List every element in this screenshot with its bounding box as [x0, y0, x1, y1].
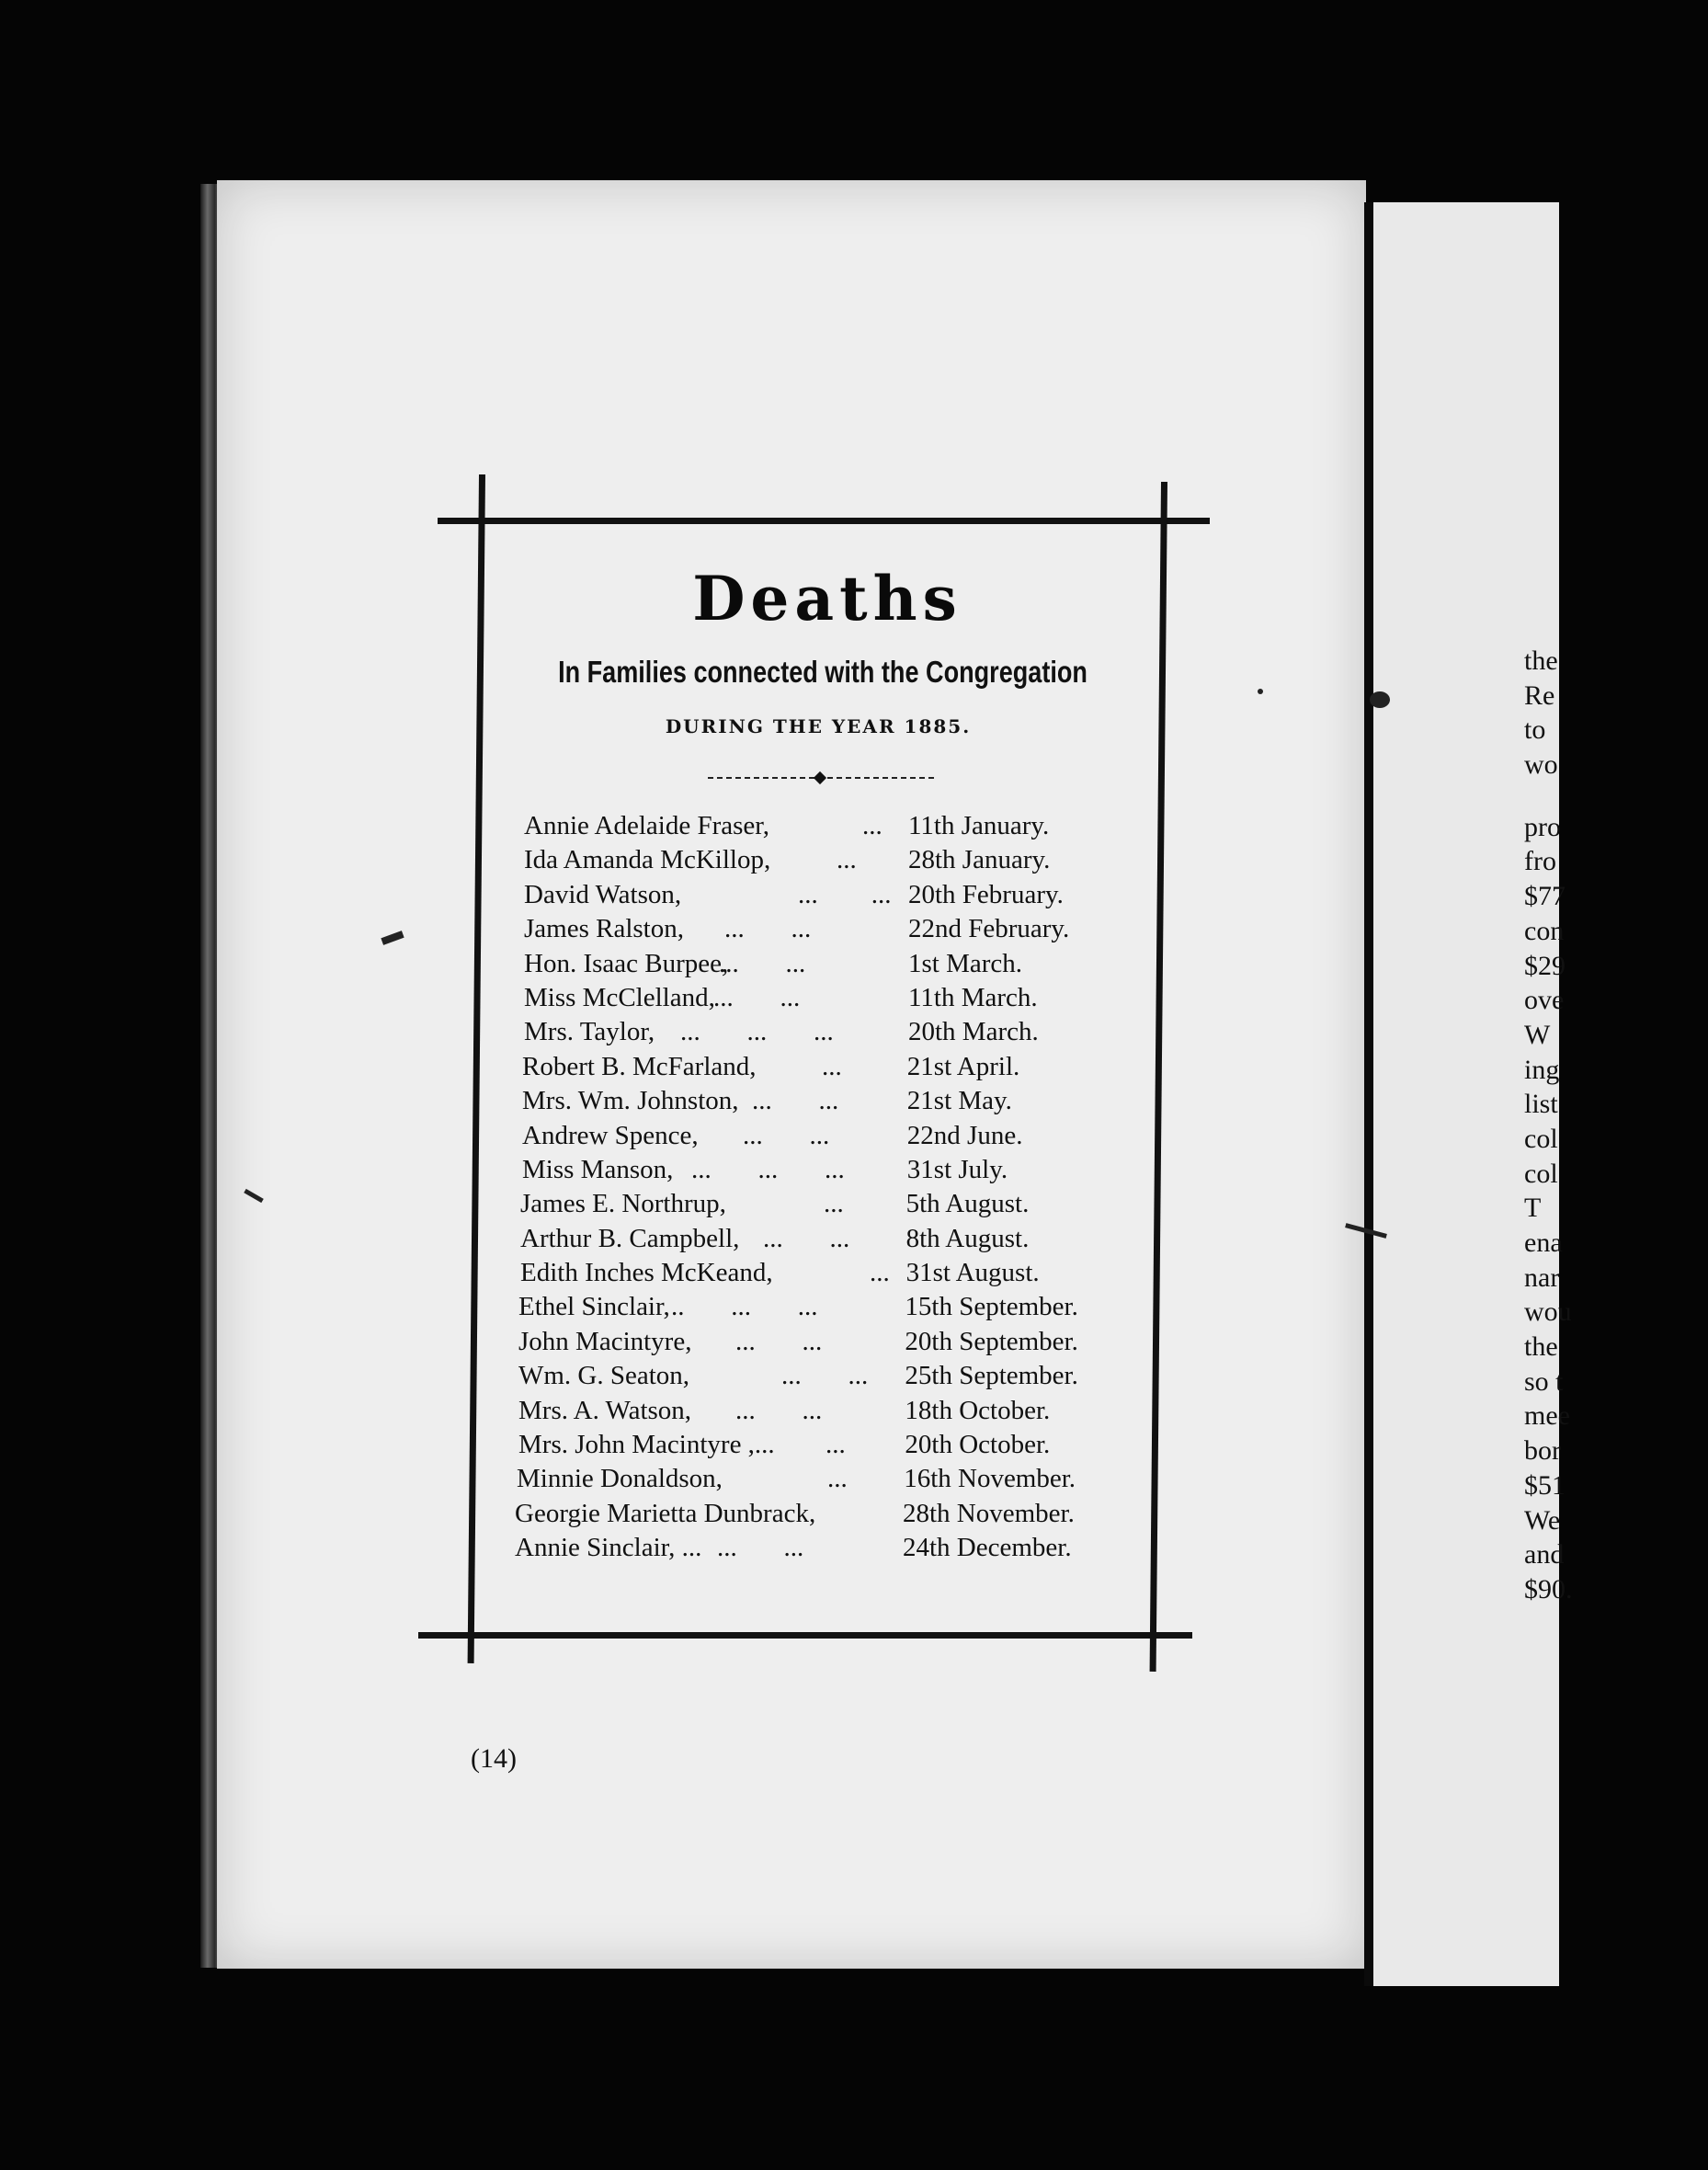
deceased-name: Arthur B. Campbell,	[520, 1223, 740, 1253]
facing-page-fragment: fro	[1524, 846, 1556, 877]
death-entry	[515, 1290, 1122, 1324]
deceased-name: Mrs. John Macintyre ,...	[518, 1430, 775, 1460]
facing-page-fragment: the	[1524, 645, 1558, 676]
death-entry	[515, 1153, 1122, 1187]
death-entry	[515, 809, 1122, 843]
facing-page-fragment: wou	[1524, 1296, 1572, 1328]
deceased-name: Andrew Spence,	[522, 1120, 699, 1150]
death-entry	[515, 1222, 1122, 1256]
death-entry	[515, 1531, 1122, 1565]
dot-leader: ...	[822, 1051, 842, 1081]
death-entry	[515, 1497, 1122, 1531]
year-line: DURING THE YEAR 1885.	[665, 715, 972, 737]
deceased-name: Mrs. A. Watson,	[518, 1395, 692, 1425]
deceased-name: John Macintyre,	[518, 1326, 692, 1356]
death-entry	[515, 981, 1122, 1015]
facing-page-fragment: $29	[1524, 950, 1566, 981]
deceased-name: Mrs. Taylor,	[524, 1017, 655, 1047]
deaths-list	[515, 809, 1122, 1566]
death-date: 22nd June.	[906, 1120, 1023, 1150]
dot-leader: ...	[827, 1464, 848, 1494]
right-page	[1373, 202, 1573, 1986]
deceased-name: Miss McClelland,	[524, 982, 715, 1012]
scan-mark	[1370, 691, 1390, 708]
death-date: 5th August.	[905, 1189, 1030, 1219]
facing-page-fragment: col	[1524, 1158, 1558, 1189]
dot-leader: ... ... ...	[680, 1017, 834, 1047]
death-entry	[515, 1187, 1122, 1221]
divider-ornament	[708, 772, 934, 783]
death-date: 1st March.	[908, 948, 1023, 978]
dot-leader: ... ...	[713, 982, 801, 1012]
death-entry	[515, 947, 1122, 981]
deceased-name: Miss Manson,	[522, 1154, 674, 1184]
deceased-name: Georgie Marietta Dunbrack,	[515, 1498, 816, 1528]
dot-leader: ... ...	[781, 1361, 869, 1391]
page-number: (14)	[471, 1743, 517, 1774]
death-date: 21st April.	[906, 1051, 1020, 1081]
facing-page-fragment: col	[1524, 1123, 1558, 1154]
death-entry	[515, 1119, 1122, 1153]
facing-page-fragment: $51	[1524, 1469, 1566, 1501]
death-date: 20th March.	[908, 1017, 1039, 1047]
book-gutter	[1364, 202, 1373, 1986]
facing-page-fragment: nar	[1524, 1262, 1560, 1293]
facing-page-fragment: mee	[1524, 1400, 1570, 1432]
death-date: 8th August.	[905, 1223, 1030, 1253]
dot-leader: ... ...	[717, 1533, 804, 1563]
dot-leader: ... ...	[752, 1086, 839, 1116]
death-entry	[515, 1394, 1122, 1428]
death-date: 31st August.	[905, 1258, 1040, 1288]
facing-page-fragment: ena	[1524, 1228, 1563, 1258]
facing-page-fragment: T	[1524, 1193, 1542, 1224]
deceased-name: Annie Adelaide Fraser,	[524, 811, 770, 840]
death-entry	[515, 1050, 1122, 1084]
dot-leader: ...	[870, 1258, 890, 1288]
deceased-name: Minnie Donaldson,	[517, 1464, 723, 1494]
deceased-name: Annie Sinclair, ...	[515, 1533, 702, 1563]
facing-page-fragment: pro	[1524, 811, 1561, 842]
dot-leader: ... ...	[719, 948, 806, 978]
death-date: 20th October.	[905, 1430, 1051, 1460]
death-entry	[515, 1428, 1122, 1462]
page-title: Deaths	[692, 563, 962, 634]
page-subtitle: In Families connected with the Congregation	[558, 655, 1087, 689]
deceased-name: David Watson,	[524, 879, 682, 909]
deceased-name: James E. Northrup,	[520, 1189, 726, 1219]
dot-leader: ...	[862, 811, 882, 840]
facing-page-fragment: list	[1524, 1089, 1558, 1120]
death-date: 11th January.	[908, 811, 1050, 840]
dot-leader: .. ... ...	[671, 1292, 818, 1322]
facing-page-fragment: ing	[1524, 1054, 1560, 1085]
deceased-name: Ethel Sinclair,	[518, 1292, 670, 1322]
dot-leader: ... ...	[743, 1120, 830, 1150]
death-date: 28th January.	[908, 845, 1051, 875]
death-date: 15th September.	[905, 1292, 1078, 1322]
dot-leader: ... ... ...	[691, 1154, 845, 1184]
dot-leader: ...	[837, 845, 857, 875]
deceased-name: Mrs. Wm. Johnston,	[522, 1086, 739, 1116]
dot-leader: ...	[826, 1430, 846, 1460]
facing-page-fragment: so t	[1524, 1365, 1564, 1397]
facing-page-fragment: wo	[1524, 749, 1558, 781]
death-entry	[515, 1462, 1122, 1496]
dot-leader: ... ...	[724, 914, 812, 944]
death-date: 11th March.	[908, 982, 1038, 1012]
facing-page-fragment: W	[1524, 1019, 1551, 1050]
deceased-name: Wm. G. Seaton,	[518, 1361, 690, 1391]
death-date: 20th February.	[908, 879, 1064, 909]
death-entry	[515, 878, 1122, 912]
facing-page-fragment	[1524, 782, 1708, 810]
deceased-name: James Ralston,	[524, 914, 684, 944]
facing-page-fragment: and	[1524, 1539, 1565, 1570]
deceased-name: Edith Inches McKeand,	[520, 1258, 773, 1288]
frame-top-rule	[438, 518, 1210, 524]
facing-page-fragment: $90.	[1524, 1573, 1573, 1605]
dot-leader: ... ...	[735, 1395, 823, 1425]
death-entry	[515, 1325, 1122, 1359]
death-date: 25th September.	[905, 1361, 1078, 1391]
dot-leader: ... ...	[763, 1223, 850, 1253]
death-entry	[515, 843, 1122, 877]
facing-page-fragment: $77	[1524, 881, 1566, 912]
scan-mark	[1258, 689, 1263, 694]
facing-page-text	[1524, 644, 1708, 1607]
death-date: 22nd February.	[908, 914, 1070, 944]
facing-page-fragment: to	[1524, 714, 1546, 746]
facing-page-fragment: ove	[1524, 985, 1565, 1016]
death-entry	[515, 912, 1122, 946]
death-entry	[515, 1015, 1122, 1049]
facing-page-fragment: Re	[1524, 680, 1555, 711]
death-entry	[515, 1359, 1122, 1393]
death-date: 24th December.	[903, 1533, 1072, 1563]
facing-page-fragment: con	[1524, 915, 1565, 946]
death-date: 21st May.	[906, 1086, 1012, 1116]
deceased-name: Robert B. McFarland,	[522, 1051, 757, 1081]
facing-page-fragment: We	[1524, 1504, 1561, 1536]
facing-page-fragment: bor	[1524, 1435, 1561, 1467]
death-entry	[515, 1256, 1122, 1290]
deceased-name: Hon. Isaac Burpee,	[524, 948, 729, 978]
deceased-name: Ida Amanda McKillop,	[524, 845, 771, 875]
frame-bottom-rule	[418, 1632, 1192, 1639]
death-entry	[515, 1084, 1122, 1118]
death-date: 20th September.	[905, 1326, 1078, 1356]
death-date: 31st July.	[906, 1154, 1008, 1184]
dot-leader: ... ...	[798, 879, 892, 909]
dot-leader: ...	[824, 1189, 844, 1219]
death-date: 28th November.	[903, 1498, 1075, 1528]
death-date: 16th November.	[904, 1464, 1076, 1494]
death-date: 18th October.	[905, 1395, 1051, 1425]
dot-leader: ... ...	[735, 1326, 823, 1356]
facing-page-fragment: the	[1524, 1331, 1558, 1363]
